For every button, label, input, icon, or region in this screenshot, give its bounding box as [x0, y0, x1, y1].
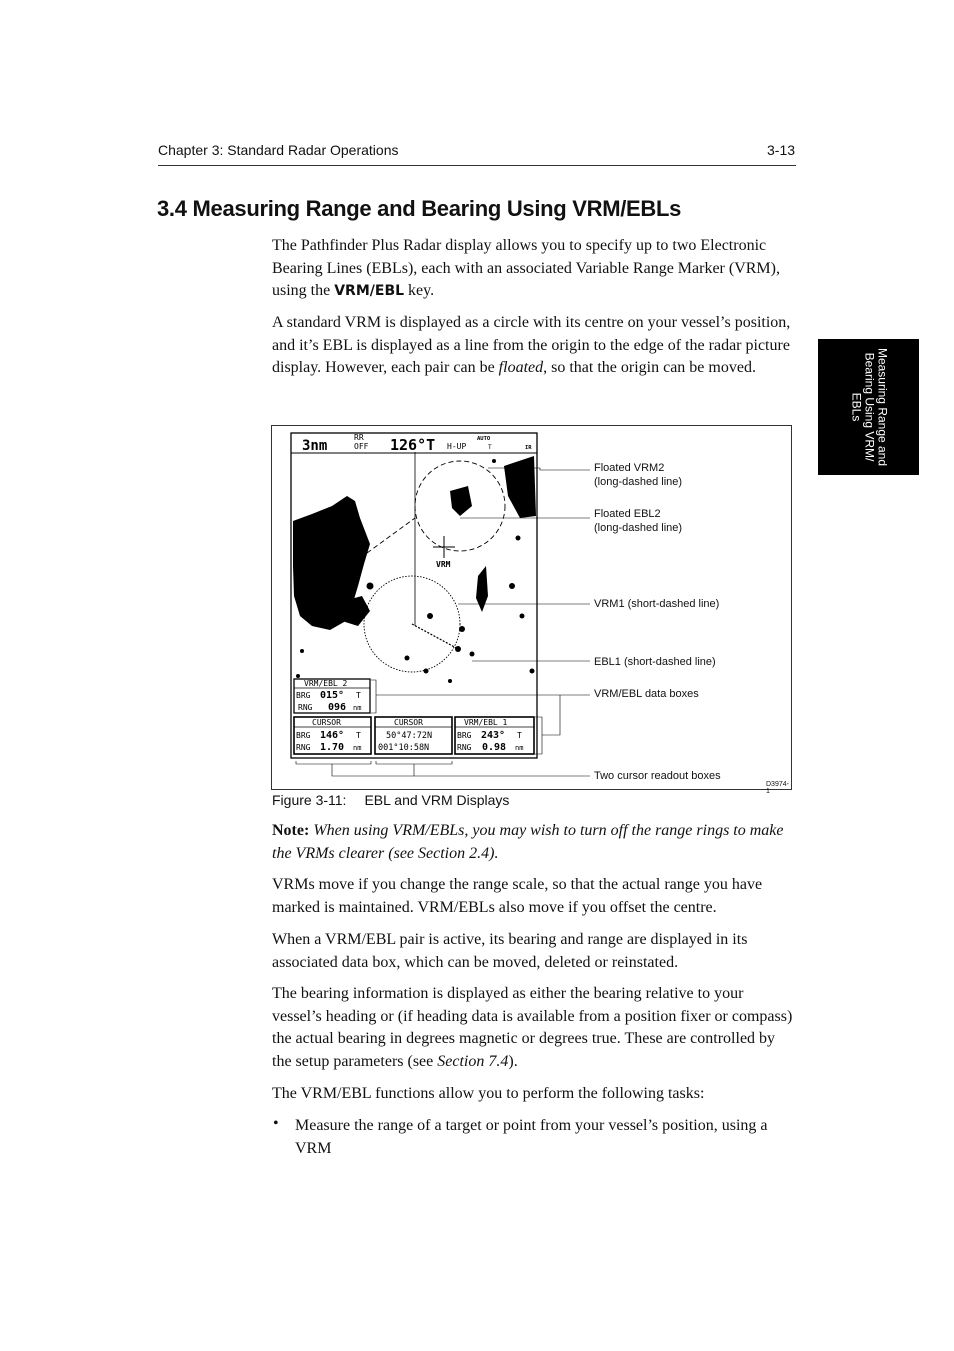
radar-mode: H-UP [447, 442, 467, 451]
paragraph-tasks-intro: The VRM/EBL functions allow you to perform the following tasks: [272, 1085, 705, 1102]
box-vrm-ebl-2-rng: 096 [328, 702, 347, 713]
leader-data-boxes-lower [542, 695, 560, 735]
bullet-item: Measure the range of a target or point from your vessel’s position, using a VRM [295, 1117, 768, 1157]
box-cursor-1-rng: 1.70 [320, 742, 345, 753]
box-vrm-ebl-1-title: VRM/EBL 1 [464, 718, 508, 727]
box-vrm-ebl-1-rng: 0.98 [482, 742, 507, 753]
box-cursor-2-lon: 001°10:58N [378, 743, 430, 753]
radar-target [516, 536, 521, 541]
callout-floated-ebl2-sub: (long-dashed line) [594, 522, 683, 534]
figure-ebl-vrm-displays [271, 425, 792, 795]
paragraph-intro-text-b: key. [404, 282, 435, 299]
box-vrm-ebl-2-title: VRM/EBL 2 [304, 679, 348, 688]
bullet-marker: • [273, 1115, 279, 1132]
paragraph-intro [272, 235, 796, 303]
leader-cursor-boxes [332, 764, 590, 776]
box-cursor-1-rng-unit: nm [353, 744, 362, 752]
box-vrm-ebl-1-rng-label: RNG [457, 743, 472, 752]
note-label: Note: [272, 822, 310, 839]
radar-target [530, 669, 535, 674]
radar-target [367, 583, 374, 590]
radar-target [470, 652, 475, 657]
box-vrm-ebl-2-rng-unit: nm [353, 704, 362, 712]
radar-target [509, 583, 515, 589]
box-vrm-ebl-1-brg-label: BRG [457, 731, 472, 740]
callout-floated-vrm2-sub: (long-dashed line) [594, 476, 683, 488]
radar-target [448, 679, 452, 683]
box-cursor-1-title: CURSOR [312, 718, 341, 727]
note-paragraph [272, 820, 796, 865]
paragraph-standard-vrm [272, 312, 796, 380]
vrm-ebl-key-name: VRM/EBL [334, 283, 405, 299]
box-vrm-ebl-1-brg: 243° [481, 730, 506, 741]
callout-data-boxes: VRM/EBL data boxes [594, 688, 699, 700]
radar-target [300, 649, 304, 653]
floated-emphasis: floated [498, 359, 544, 376]
radar-target [424, 669, 429, 674]
paragraph-bearing-info-text-b: ). [508, 1052, 518, 1070]
callout-vrm1: VRM1 (short-dashed line) [594, 598, 720, 610]
bracket-cursor-box-1 [296, 761, 371, 764]
paragraph-standard-vrm-text-b: , so that the origin can be moved. [543, 359, 756, 376]
radar-vrm-label: VRM [436, 560, 451, 569]
radar-range-readout: 3nm [302, 438, 328, 454]
radar-target [520, 614, 525, 619]
callout-floated-vrm2 [594, 461, 682, 489]
box-vrm-ebl-2-brg: 015° [320, 690, 345, 701]
note-text: When using VRM/EBLs, you may wish to turn off the range rings to make the VRMs clearer (see Section 2.4). [272, 822, 784, 862]
radar-rr-label: RR [354, 433, 364, 442]
box-vrm-ebl-1-rng-unit: nm [515, 744, 524, 752]
box-cursor-1-brg-label: BRG [296, 731, 311, 740]
paragraph-standard-vrm-text-a: A standard VRM is displayed as a circle with its centre on your vessel’s position, and it’s EBL is displayed as a line from the origin to the edge of the radar picture display. However, each pair can be [272, 314, 791, 376]
paragraph-intro-text-a: The Pathfinder Plus Radar display allows you to specify up to two Electronic Bearing Lines (EBLs), each with an associated Variable Range Marker (VRM), using the [272, 237, 780, 299]
radar-auto-t: T [488, 444, 492, 451]
paragraph-bearing-info [272, 983, 796, 1073]
paragraph-vrm-move: VRMs move if you change the range scale, so that the actual range you have marked is maintained. VRM/EBLs also move if you offset the centre. [272, 876, 763, 916]
box-vrm-ebl-2-brg-unit: T [356, 691, 361, 700]
radar-target [427, 613, 433, 619]
callout-floated-ebl2 [594, 507, 682, 535]
header-rule [158, 165, 796, 166]
paragraph-bearing-info-text-a: The bearing information is displayed as either the bearing relative to your vessel’s heading or (if heading data is available from a position fixer or compass) the actual bearing in degrees magnetic or degrees true. These are controlled by the setup parameters (see [272, 985, 793, 1070]
radar-target [405, 656, 410, 661]
paragraph-active-pair: When a VRM/EBL pair is active, its bearing and range are displayed in its associated data box, which can be moved, deleted or reinstated. [272, 931, 748, 971]
callout-floated-vrm2-title: Floated VRM2 [594, 462, 665, 474]
box-cursor-2-title: CURSOR [394, 718, 423, 727]
callout-ebl1: EBL1 (short-dashed line) [594, 656, 716, 668]
radar-target [492, 459, 496, 463]
box-cursor-1-brg-unit: T [356, 731, 361, 740]
callout-cursor-boxes: Two cursor readout boxes [594, 770, 721, 782]
box-vrm-ebl-1-brg-unit: T [517, 731, 522, 740]
radar-target [296, 674, 300, 678]
figure-caption-title: EBL and VRM Displays [364, 792, 510, 808]
figure-caption [272, 792, 509, 808]
radar-rr-state: OFF [354, 442, 369, 451]
figure-caption-label: Figure 3-11: [272, 792, 347, 808]
box-cursor-2-lat: 50°47:72N [386, 731, 433, 741]
box-cursor-1-rng-label: RNG [296, 743, 311, 752]
callout-floated-ebl2-title: Floated EBL2 [594, 508, 661, 520]
bracket-cursor-box-2 [376, 761, 452, 764]
box-vrm-ebl-2-rng-label: RNG [298, 703, 313, 712]
page-number: 3-13 [767, 142, 796, 158]
section-reference: Section 7.4 [437, 1052, 509, 1070]
box-vrm-ebl-2-brg-label: BRG [296, 691, 311, 700]
radar-target [455, 646, 461, 652]
radar-auto-label: AUTO [477, 436, 491, 442]
figure-id: D3974-1 [766, 781, 789, 795]
radar-ir-label: IR [525, 445, 532, 451]
running-header-chapter: Chapter 3: Standard Radar Operations [158, 142, 399, 158]
side-tab-label: Measuring Range and Bearing Using VRM/ EBLs [849, 347, 889, 467]
side-chapter-tab [818, 339, 919, 475]
section-title: 3.4 Measuring Range and Bearing Using VRM/EBLs [157, 196, 682, 221]
radar-heading-readout: 126°T [390, 436, 436, 454]
box-cursor-1-brg: 146° [320, 730, 345, 741]
